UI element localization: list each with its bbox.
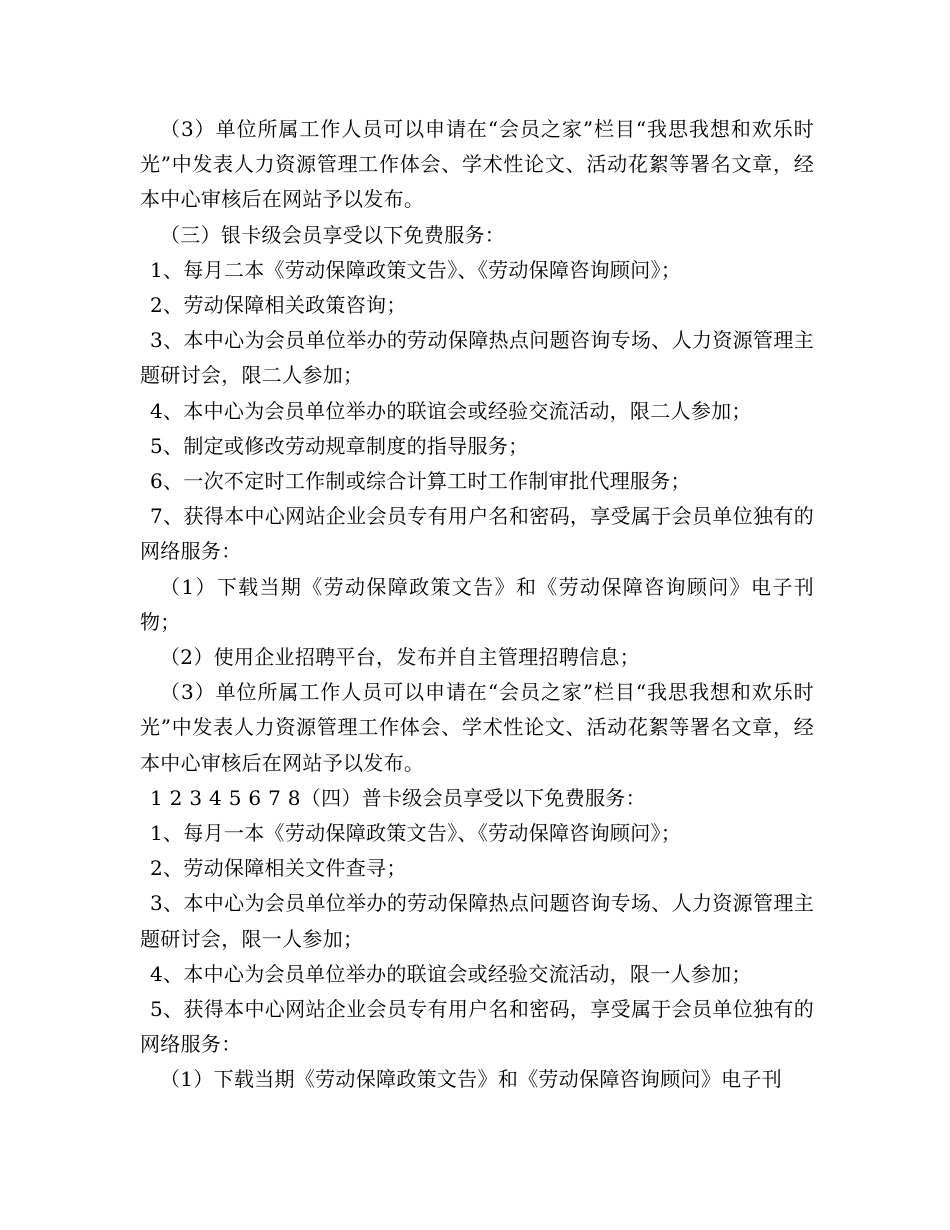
document-body: [140, 112, 814, 1098]
paragraph-silver-item-5: 5、制定或修改劳动规章制度的指导服务；: [150, 433, 529, 458]
paragraph-regular-item-1: 1、每月一本《劳动保障政策文告》、《劳动保障咨询顾问》；: [150, 821, 682, 846]
paragraph-silver-item-3: 3、本中心为会员单位举办的劳动保障热点问题咨询专场、人力资源管理主题研讨会，限二人参加；: [140, 328, 814, 388]
paragraph-silver-heading: （三）银卡级会员享受以下免费服务：: [160, 222, 506, 247]
paragraph-silver-sub-1: （1）下载当期《劳动保障政策文告》和《劳动保障咨询顾问》电子刊物；: [140, 574, 814, 634]
paragraph-silver-sub-3: （3）单位所属工作人员可以申请在“会员之家”栏目“我思我想和欢乐时光”中发表人力资源管理工作体会、学术性论文、活动花絮等署名文章，经本中心审核后在网站予以发布。: [140, 680, 814, 775]
paragraph-gold-item-3: （3）单位所属工作人员可以申请在“会员之家”栏目“我思我想和欢乐时光”中发表人力资源管理工作体会、学术性论文、活动花絮等署名文章，经本中心审核后在网站予以发布。: [140, 117, 814, 212]
paragraph-silver-item-6: 6、一次不定时工作制或综合计算工时工作制审批代理服务；: [150, 469, 691, 494]
paragraph-regular-item-2: 2、劳动保障相关文件查寻；: [150, 856, 407, 881]
paragraph-silver-item-4: 4、本中心为会员单位举办的联谊会或经验交流活动，限二人参加；: [150, 398, 752, 423]
paragraph-regular-sub-1: （1）下载当期《劳动保障政策文告》和《劳动保障咨询顾问》电子刊: [160, 1067, 783, 1092]
paragraph-regular-heading: 1 2 3 4 5 6 7 8（四）普卡级会员享受以下免费服务：: [150, 785, 646, 810]
paragraph-regular-item-3: 3、本中心为会员单位举办的劳动保障热点问题咨询专场、人力资源管理主题研讨会，限一人参加；: [140, 891, 814, 951]
paragraph-silver-item-2: 2、劳动保障相关政策咨询；: [150, 293, 407, 318]
paragraph-silver-sub-2: （2）使用企业招聘平台，发布并自主管理招聘信息；: [160, 645, 640, 670]
paragraph-silver-item-1: 1、每月二本《劳动保障政策文告》、《劳动保障咨询顾问》；: [150, 257, 682, 282]
paragraph-regular-item-4: 4、本中心为会员单位举办的联谊会或经验交流活动，限一人参加；: [150, 961, 752, 986]
paragraph-silver-item-7: 7、获得本中心网站企业会员专有用户名和密码，享受属于会员单位独有的网络服务：: [140, 504, 814, 564]
paragraph-regular-item-5: 5、获得本中心网站企业会员专有用户名和密码，享受属于会员单位独有的网络服务：: [140, 997, 814, 1057]
